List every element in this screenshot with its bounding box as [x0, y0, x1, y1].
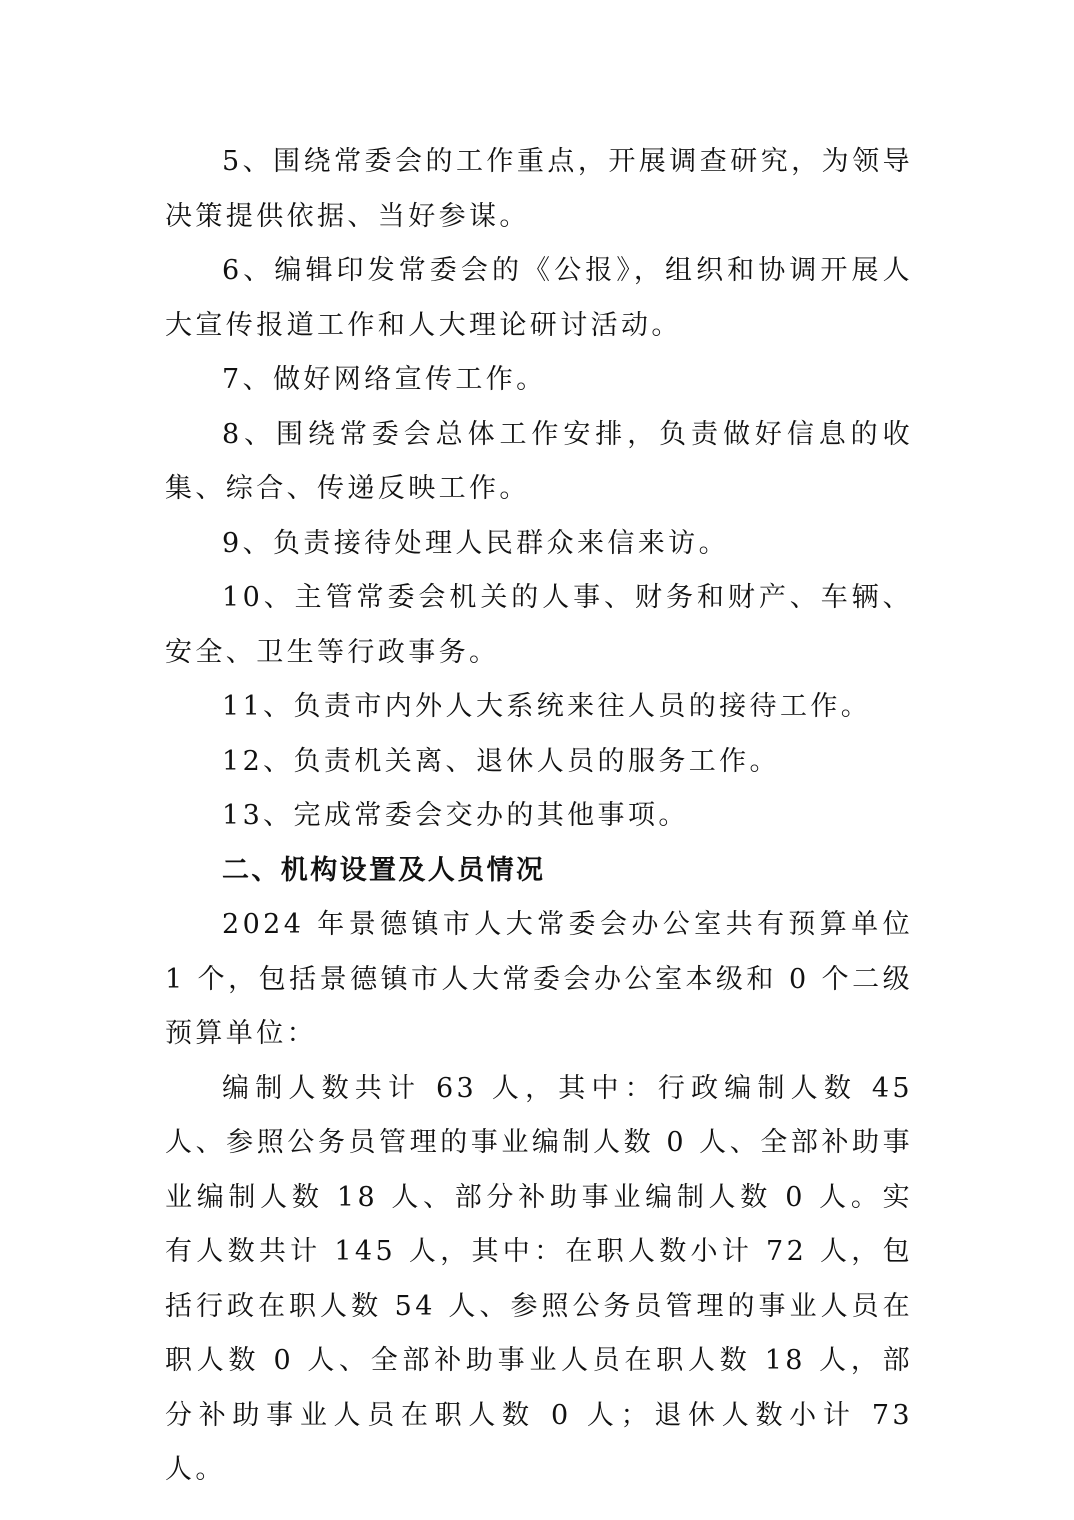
paragraph-item-5: 5、围绕常委会的工作重点，开展调查研究，为领导决策提供依据、当好参谋。: [165, 146, 913, 232]
section-heading: 二、机构设置及人员情况: [222, 854, 546, 886]
paragraph-item-7: 7、做好网络宣传工作。: [222, 364, 547, 395]
paragraph-item-13: 13、完成常委会交办的其他事项。: [222, 800, 689, 831]
paragraph-item-6: 6、编辑印发常委会的《公报》，组织和协调开展人大宣传报道工作和人大理论研讨活动。: [165, 255, 913, 341]
paragraph-budget-units: 2024 年景德镇市人大常委会办公室共有预算单位 1 个，包括景德镇市人大常委会办公室本级和 0 个二级预算单位：: [165, 909, 913, 1049]
document-body: [165, 135, 913, 1498]
paragraph-item-11: 11、负责市内外人大系统来往人员的接待工作。: [222, 691, 872, 722]
paragraph-staffing: 编制人数共计 63 人，其中：行政编制人数 45 人、参照公务员管理的事业编制人数 0 人、全部补助事业编制人数 18 人、部分补助事业编制人数 0 人。实有人数共计 145 人，其中：在职人数小计 72 人，包括行政在职人数 54 人、参照公务员管理的事业人员在职人数 0 人、全部补助事业人员在职人数 18 人，部分补助事业人员在职人数 0 人；退休人数小计 73 人。: [165, 1072, 913, 1485]
paragraph-item-9: 9、负责接待处理人民群众来信来访。: [222, 527, 729, 559]
paragraph-item-12: 12、负责机关离、退休人员的服务工作。: [222, 745, 780, 777]
paragraph-item-10: 10、主管常委会机关的人事、财务和财产、车辆、安全、卫生等行政事务。: [165, 582, 913, 668]
paragraph-item-8: 8、围绕常委会总体工作安排，负责做好信息的收集、综合、传递反映工作。: [165, 418, 913, 504]
